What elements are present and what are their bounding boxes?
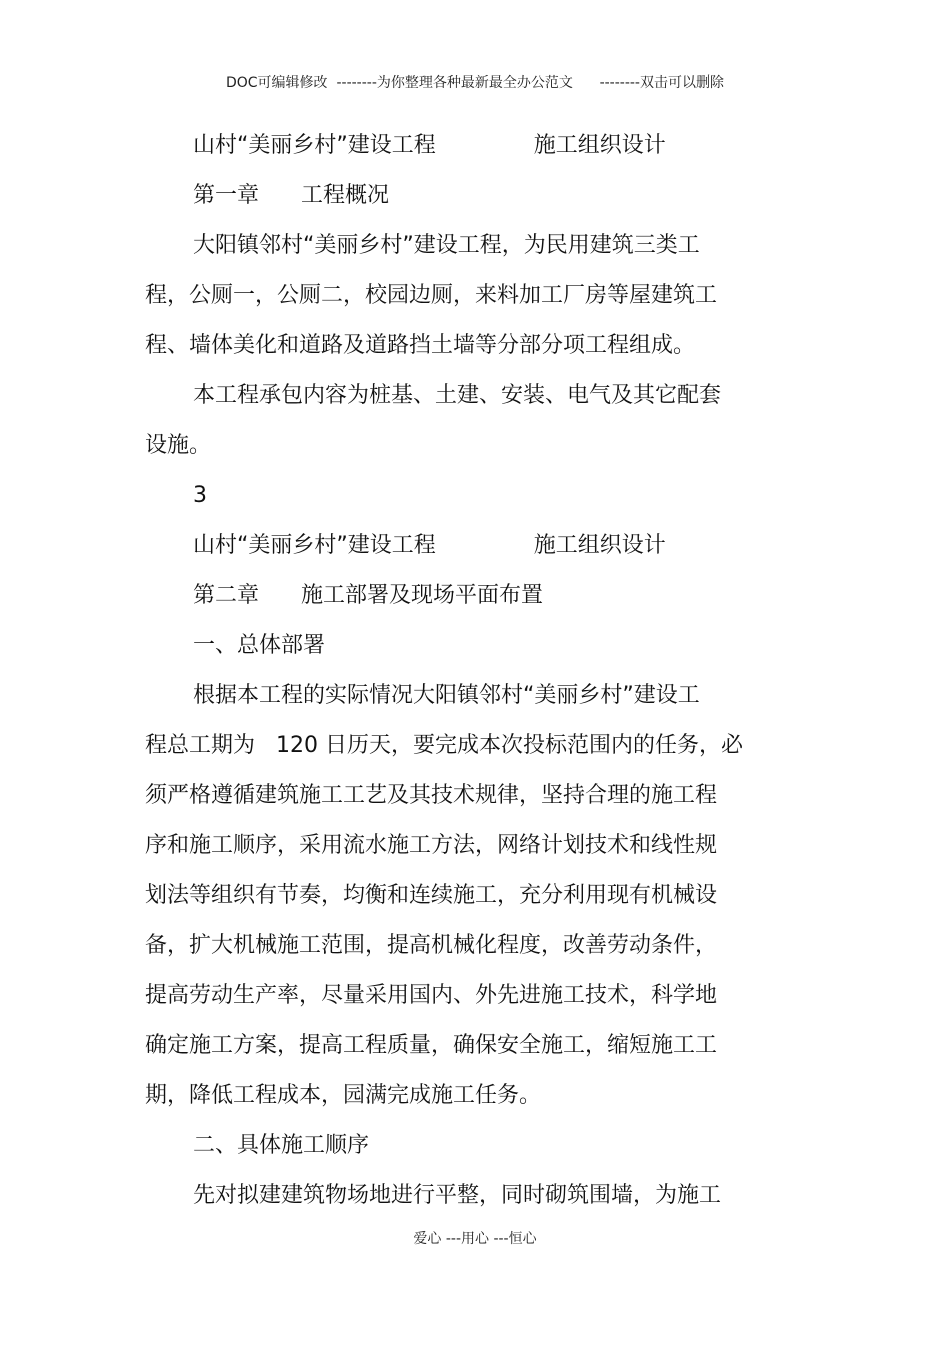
- paragraph-1-line-2: 程，公厕一，公厕二，校园边厕，来料加工厂房等屋建筑工: [145, 283, 718, 308]
- page-header: DOC可编辑修改 --------为你整理各种最新最全办公范文 --------双击可以删除: [225, 75, 724, 91]
- page-footer: 爱心 ---用心 ---恒心: [413, 1231, 537, 1247]
- paragraph-3-line-1: 根据本工程的实际情况大阳镇邻村“美丽乡村”建设工: [193, 683, 700, 708]
- chapter-2-heading: 第二章 施工部署及现场平面布置: [193, 583, 543, 608]
- paragraph-3-line-5: 划法等组织有节奏，均衡和连续施工，充分利用现有机械设: [145, 883, 718, 908]
- section-2-heading: 二、具体施工顺序: [193, 1133, 370, 1158]
- paragraph-3-line-9: 期，降低工程成本，园满完成施工任务。: [145, 1083, 542, 1108]
- doc-title-1: 山村“美丽乡村”建设工程 施工组织设计: [193, 133, 666, 158]
- doc-title-2: 山村“美丽乡村”建设工程 施工组织设计: [193, 533, 666, 558]
- paragraph-3-line-4: 序和施工顺序，采用流水施工方法，网络计划技术和线性规: [145, 833, 718, 858]
- paragraph-4-line-1: 先对拟建建筑物场地进行平整，同时砌筑围墙，为施工: [193, 1183, 722, 1208]
- paragraph-3-line-6: 备，扩大机械施工范围，提高机械化程度，改善劳动条件，: [145, 933, 718, 958]
- paragraph-2-line-2: 设施。: [145, 433, 212, 458]
- paragraph-3-line-3: 须严格遵循建筑施工工艺及其技术规律，坚持合理的施工程: [145, 783, 718, 808]
- section-1-heading: 一、总体部署: [193, 633, 326, 658]
- paragraph-3-line-8: 确定施工方案，提高工程质量，确保安全施工，缩短施工工: [145, 1033, 718, 1058]
- document-body: [145, 121, 765, 1221]
- paragraph-3-line-2: 程总工期为 120 日历天，要完成本次投标范围内的任务，必: [145, 733, 743, 758]
- paragraph-3-line-7: 提高劳动生产率，尽量采用国内、外先进施工技术，科学地: [145, 983, 718, 1008]
- paragraph-1-line-3: 程、墙体美化和道路及道路挡土墙等分部分项工程组成。: [145, 333, 696, 358]
- paragraph-2-line-1: 本工程承包内容为桩基、土建、安装、电气及其它配套: [193, 383, 722, 408]
- page-number: 3: [193, 483, 207, 508]
- chapter-1-heading: 第一章 工程概况: [193, 183, 389, 208]
- paragraph-1-line-1: 大阳镇邻村“美丽乡村”建设工程，为民用建筑三类工: [193, 233, 700, 258]
